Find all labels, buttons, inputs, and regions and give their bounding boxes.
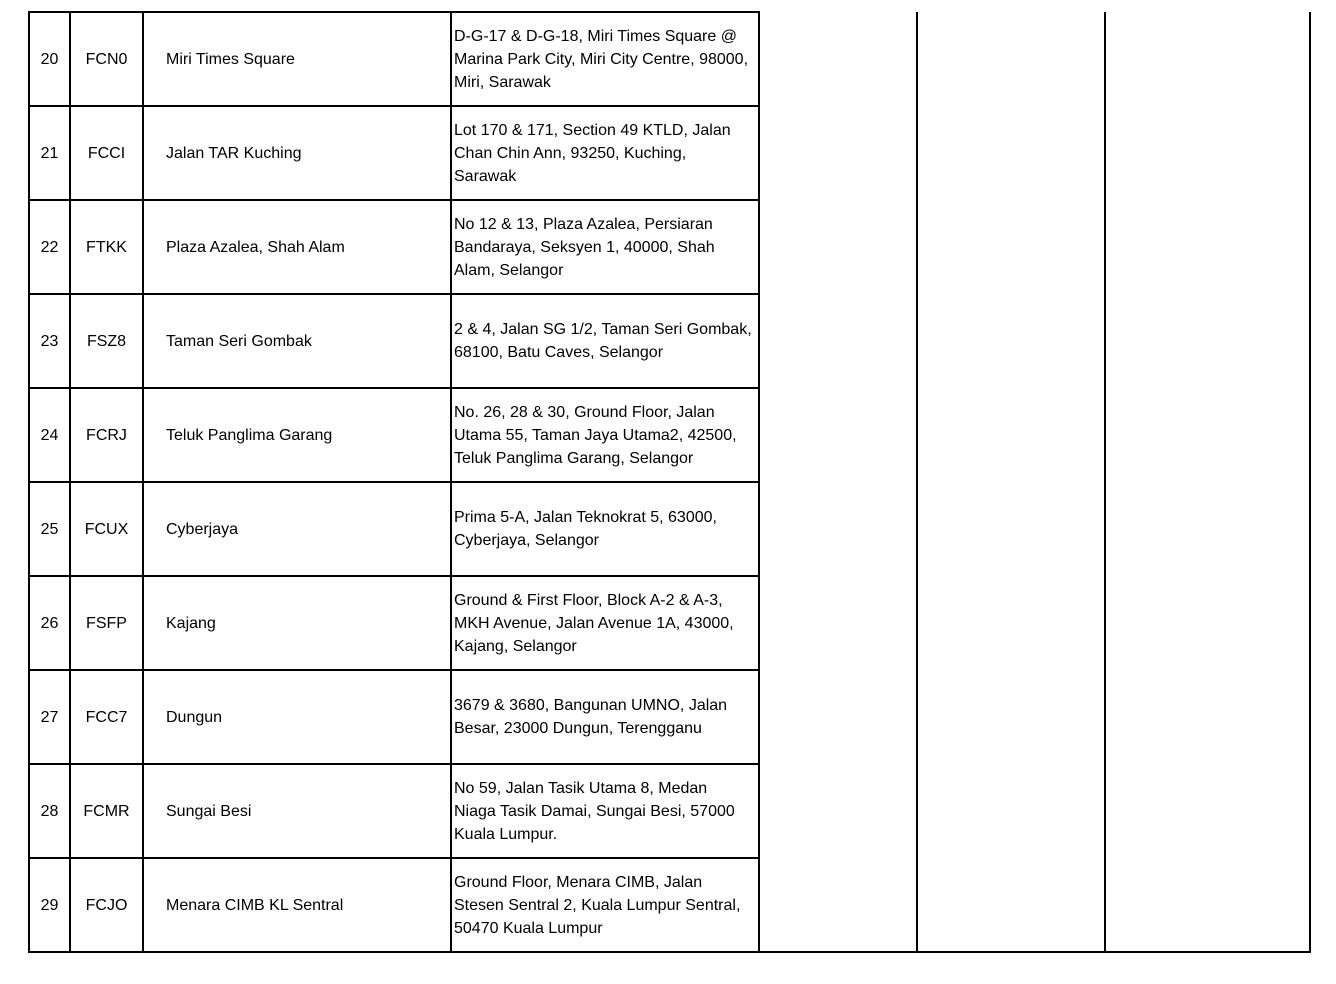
row-number: 23 [29,294,70,388]
row-number: 20 [29,12,70,106]
empty-cell [1105,388,1310,482]
branch-address: Lot 170 & 171, Section 49 KTLD, Jalan Chan Chin Ann, 93250, Kuching, Sarawak [451,106,759,200]
empty-cell [1105,12,1310,106]
branch-name: Cyberjaya [143,482,451,576]
branch-code: FSFP [70,576,143,670]
branch-address: No 59, Jalan Tasik Utama 8, Medan Niaga Tasik Damai, Sungai Besi, 57000 Kuala Lumpur. [451,764,759,858]
empty-cell [759,294,917,388]
branch-code: FCC7 [70,670,143,764]
branch-name: Menara CIMB KL Sentral [143,858,451,952]
empty-cell [759,576,917,670]
empty-cell [1105,106,1310,200]
table-row [29,388,1310,482]
table-row [29,106,1310,200]
branch-code: FCRJ [70,388,143,482]
table-row [29,858,1310,952]
table-row [29,764,1310,858]
table-row [29,294,1310,388]
empty-cell [1105,670,1310,764]
empty-cell [759,858,917,952]
branch-code: FCMR [70,764,143,858]
branch-code: FTKK [70,200,143,294]
branch-name: Sungai Besi [143,764,451,858]
row-number: 24 [29,388,70,482]
table-row [29,200,1310,294]
empty-cell [759,670,917,764]
empty-cell [1105,482,1310,576]
row-number: 26 [29,576,70,670]
branch-table [28,11,1311,953]
empty-cell [759,106,917,200]
branch-code: FCJO [70,858,143,952]
empty-cell [917,764,1105,858]
branch-address: Ground Floor, Menara CIMB, Jalan Stesen Sentral 2, Kuala Lumpur Sentral, 50470 Kuala Lumpur [451,858,759,952]
row-number: 28 [29,764,70,858]
empty-cell [917,200,1105,294]
branch-address: 2 & 4, Jalan SG 1/2, Taman Seri Gombak, 68100, Batu Caves, Selangor [451,294,759,388]
branch-name: Jalan TAR Kuching [143,106,451,200]
row-number: 25 [29,482,70,576]
empty-cell [759,482,917,576]
table-row [29,576,1310,670]
empty-cell [917,106,1105,200]
empty-cell [1105,576,1310,670]
branch-name: Plaza Azalea, Shah Alam [143,200,451,294]
row-number: 21 [29,106,70,200]
branch-address: D-G-17 & D-G-18, Miri Times Square @ Marina Park City, Miri City Centre, 98000, Miri, Sarawak [451,12,759,106]
empty-cell [759,12,917,106]
empty-cell [917,576,1105,670]
empty-cell [917,294,1105,388]
branch-name: Taman Seri Gombak [143,294,451,388]
branch-name: Kajang [143,576,451,670]
branch-address: Prima 5-A, Jalan Teknokrat 5, 63000, Cyberjaya, Selangor [451,482,759,576]
empty-cell [917,482,1105,576]
empty-cell [917,670,1105,764]
branch-code: FCN0 [70,12,143,106]
branch-name: Dungun [143,670,451,764]
empty-cell [759,764,917,858]
branch-address: No. 26, 28 & 30, Ground Floor, Jalan Utama 55, Taman Jaya Utama2, 42500, Teluk Panglima Garang, Selangor [451,388,759,482]
branch-code: FCCI [70,106,143,200]
branch-address: Ground & First Floor, Block A-2 & A-3, MKH Avenue, Jalan Avenue 1A, 43000, Kajang, Selangor [451,576,759,670]
table-row [29,482,1310,576]
empty-cell [1105,858,1310,952]
empty-cell [759,388,917,482]
empty-cell [917,858,1105,952]
table-body [29,12,1310,952]
branch-name: Teluk Panglima Garang [143,388,451,482]
row-number: 27 [29,670,70,764]
table-row [29,12,1310,106]
table-row [29,670,1310,764]
empty-cell [917,388,1105,482]
empty-cell [1105,294,1310,388]
empty-cell [917,12,1105,106]
empty-cell [1105,200,1310,294]
empty-cell [1105,764,1310,858]
branch-code: FCUX [70,482,143,576]
branch-address: 3679 & 3680, Bangunan UMNO, Jalan Besar, 23000 Dungun, Terengganu [451,670,759,764]
empty-cell [759,200,917,294]
branch-address: No 12 & 13, Plaza Azalea, Persiaran Bandaraya, Seksyen 1, 40000, Shah Alam, Selangor [451,200,759,294]
row-number: 29 [29,858,70,952]
branch-code: FSZ8 [70,294,143,388]
row-number: 22 [29,200,70,294]
branch-name: Miri Times Square [143,12,451,106]
